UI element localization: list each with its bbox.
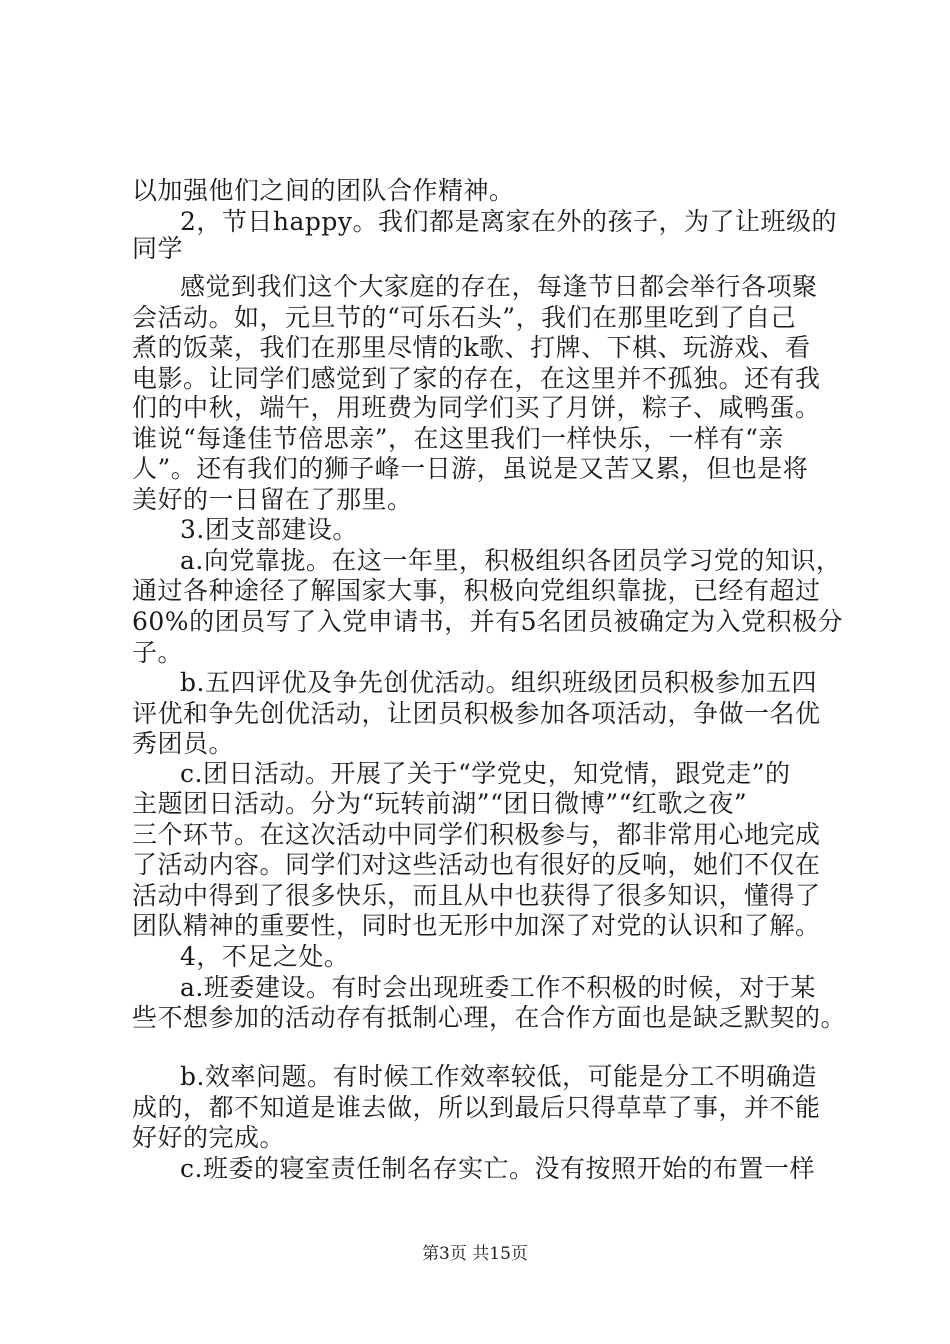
text-line: 子。 — [132, 638, 184, 667]
text-line: 三个环节。在这次活动中同学们积极参与，都非常用心地完成 — [132, 820, 821, 849]
page-number-footer: 第3页 共15页 — [422, 1244, 528, 1264]
text-line: 通过各种途径了解国家大事，积极向党组织靠拢，已经有超过 — [132, 576, 821, 605]
text-line: c.班委的寝室责任制名存实亡。没有按照开始的布置一样 — [180, 1154, 815, 1183]
text-line: 谁说“每逢佳节倍思亲”，在这里我们一样快乐，一样有“亲 — [132, 424, 784, 453]
text-line: 们的中秋，端午，用班费为同学们买了月饼，粽子、咸鸭蛋。 — [132, 393, 821, 422]
text-line: 美好的一日留在了那里。 — [132, 485, 413, 514]
text-line: 团队精神的重要性，同时也无形中加深了对党的认识和了解。 — [132, 911, 821, 940]
text-line: 60%的团员写了入党申请书，并有5名团员被确定为入党积极分 — [132, 607, 843, 636]
text-line: 秀团员。 — [132, 729, 235, 758]
text-line: 了活动内容。同学们对这些活动也有很好的反响，她们不仅在 — [132, 850, 821, 879]
text-line: 同学 — [132, 234, 184, 263]
section-heading: 4，不足之处。 — [180, 942, 350, 971]
text-line: 成的，都不知道是谁去做，所以到最后只得草草了事，并不能 — [132, 1093, 821, 1122]
text-line: a.向党靠拢。在这一年里，积极组织各团员学习党的知识， — [180, 546, 842, 575]
section-heading: 3.团支部建设。 — [180, 515, 358, 544]
text-line: 人”。还有我们的狮子峰一日游，虽说是又苦又累，但也是将 — [132, 454, 809, 483]
text-line: 以加强他们之间的团队合作精神。 — [132, 176, 515, 205]
text-line: b.五四评优及争先创优活动。组织班级团员积极参加五四 — [180, 668, 817, 697]
text-line: 煮的饭菜，我们在那里尽情的k歌、打牌、下棋、玩游戏、看 — [132, 333, 811, 362]
text-line: 好好的完成。 — [132, 1123, 286, 1152]
text-line: 些不想参加的活动存有抵制心理，在合作方面也是缺乏默契的。 — [132, 1003, 847, 1032]
text-line: 感觉到我们这个大家庭的存在，每逢节日都会举行各项聚 — [180, 272, 818, 301]
text-line: c.团日活动。开展了关于“学党史，知党情，跟党走”的 — [180, 759, 791, 788]
text-line: b.效率问题。有时候工作效率较低，可能是分工不明确造 — [180, 1062, 817, 1091]
text-line: a.班委建设。有时会出现班委工作不积极的时候，对于某 — [180, 973, 816, 1002]
text-line: 2，节日happy。我们都是离家在外的孩子，为了让班级的 — [180, 207, 838, 236]
text-line: 主题团日活动。分为“玩转前湖”“团日微博”“红歌之夜” — [132, 789, 748, 818]
text-line: 评优和争先创优活动，让团员积极参加各项活动，争做一名优 — [132, 699, 821, 728]
text-line: 电影。让同学们感觉到了家的存在，在这里并不孤独。还有我 — [132, 364, 821, 393]
text-line: 活动中得到了很多快乐，而且从中也获得了很多知识，懂得了 — [132, 881, 821, 910]
text-line: 会活动。如，元旦节的“可乐石头”，我们在那里吃到了自己 — [132, 303, 797, 332]
